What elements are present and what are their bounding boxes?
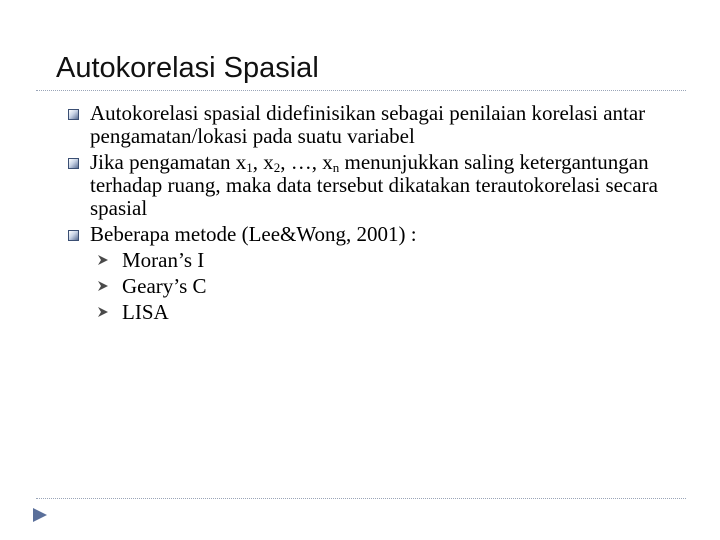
arrow-bullet-icon [98,255,108,265]
arrow-bullet-icon [98,281,108,291]
square-bullet-icon [68,109,79,120]
method-item [68,275,698,298]
bullet-condition [68,151,698,220]
slide-title: Autokorelasi Spasial [56,52,319,84]
bullet-methods [68,223,698,246]
bullet-methods-text: Beberapa metode (Lee&Wong, 2001) : [90,222,417,246]
bullet-definition [68,102,698,148]
method-item-label: Geary’s C [122,274,207,298]
method-item-label: LISA [122,300,169,324]
method-item [68,249,698,272]
footer-divider [36,498,686,499]
square-bullet-icon [68,158,79,169]
bullet-condition-text: Jika pengamatan $x_1$, $x_2$, …, $x_n$ menunjukkan saling ketergantungan terhadap ruang, maka data tersebut dikatakan terautokorelasi secara spasial [90,150,658,220]
method-item [68,301,698,324]
slide-content [68,102,698,327]
bullet-definition-text: Autokorelasi spasial didefinisikan sebagai penilaian korelasi antar pengamatan/lokasi pada suatu variabel [90,101,646,148]
square-bullet-icon [68,230,79,241]
method-item-label: Moran’s I [122,248,205,272]
arrow-bullet-icon [98,307,108,317]
title-divider [36,90,686,91]
nav-triangle-icon[interactable] [30,505,50,525]
